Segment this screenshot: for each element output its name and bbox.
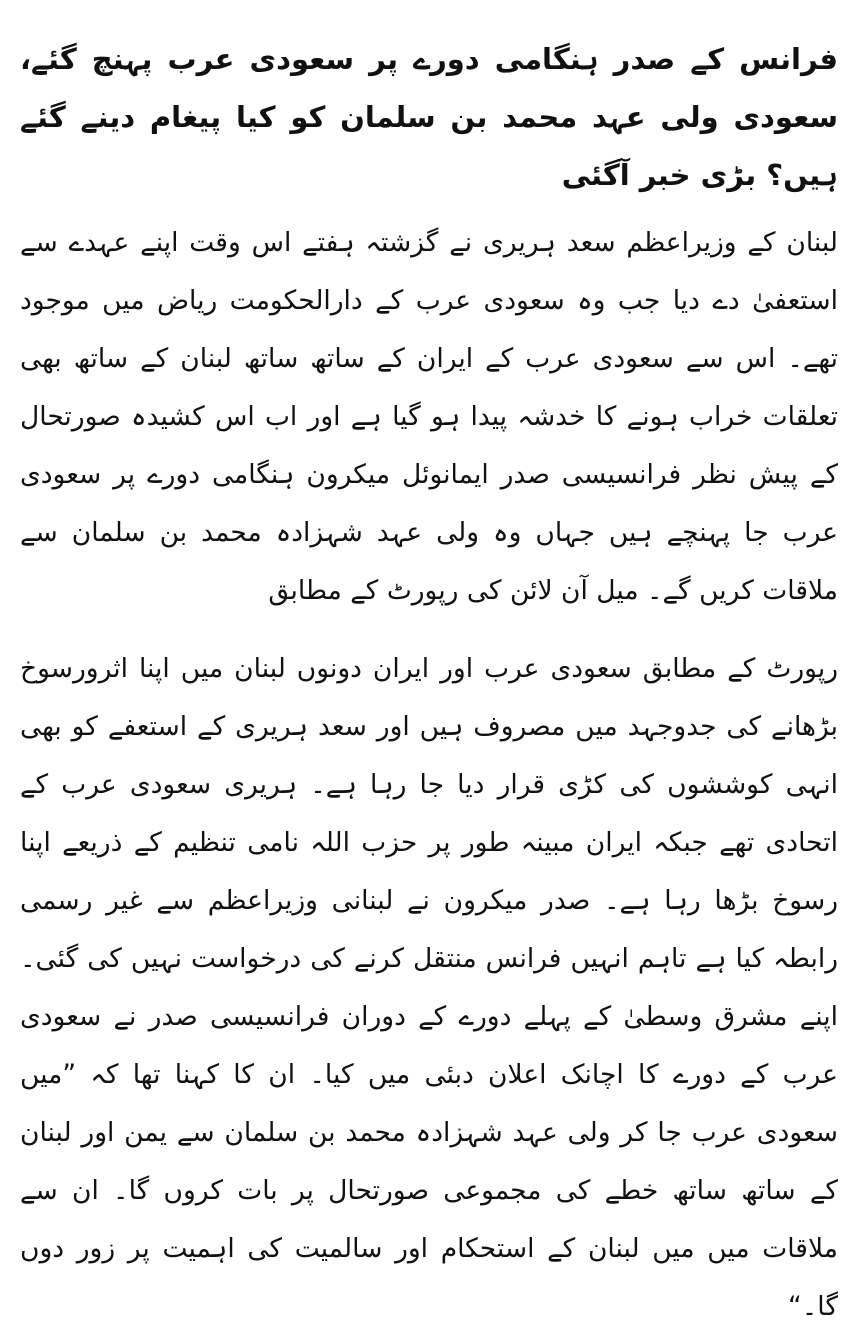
article-paragraph-2: رپورٹ کے مطابق سعودی عرب اور ایران دونوں لبنان میں اپنا اثرورسوخ بڑھانے کی جدوجہد میں مصروف ہیں اور سعد ہریری کے استعفے کو بھی انہی کوششوں کی کڑی قرار دیا جا رہا ہے۔ ہریری سعودی عرب کے اتحادی تھے جبکہ ایران مبینہ طور پر حزب اللہ نامی تنظیم کے ذریعے اپنا رسوخ بڑھا رہا ہے۔ صدر میکرون نے لبنانی وزیراعظم سے غیر رسمی رابطہ کیا ہے تاہم انہیں فرانس منتقل کرنے کی درخواست نہیں کی گئی۔ اپنے مشرق وسطیٰ کے پہلے دورے کے دوران فرانسیسی صدر نے سعودی عرب کے دورے کا اچانک اعلان دبئی میں کیا۔ ان کا کہنا تھا کہ ”میں سعودی عرب جا کر ولی عہد شہزادہ محمد بن سلمان سے یمن اور لبنان کے ساتھ ساتھ خطے کی مجموعی صورتحال پر بات کروں گا۔ ان سے ملاقات میں میں لبنان کے استحکام اور سالمیت کی اہمیت پر زور دوں گا۔“ — [20, 653, 838, 1322]
article-headline: فرانس کے صدر ہنگامی دورے پر سعودی عرب پہنچ گئے، سعودی ولی عہد محمد بن سلمان کو کیا پیغام دینے گئے ہیں؟ بڑی خبر آگئی — [20, 42, 838, 192]
news-article — [20, 30, 838, 1336]
article-paragraph-1: لبنان کے وزیراعظم سعد ہریری نے گزشتہ ہفتے اس وقت اپنے عہدے سے استعفیٰ دے دیا جب وہ سعودی عرب کے دارالحکومت ریاض میں موجود تھے۔ اس سے سعودی عرب کے ایران کے ساتھ ساتھ لبنان کے ساتھ بھی تعلقات خراب ہونے کا خدشہ پیدا ہو گیا ہے اور اب اس کشیدہ صورتحال کے پیش نظر فرانسیسی صدر ایمانوئل میکرون ہنگامی دورے پر سعودی عرب جا پہنچے ہیں جہاں وہ ولی عہد شہزادہ محمد بن سلمان سے ملاقات کریں گے۔ میل آن لائن کی رپورٹ کے مطابق — [20, 227, 838, 606]
